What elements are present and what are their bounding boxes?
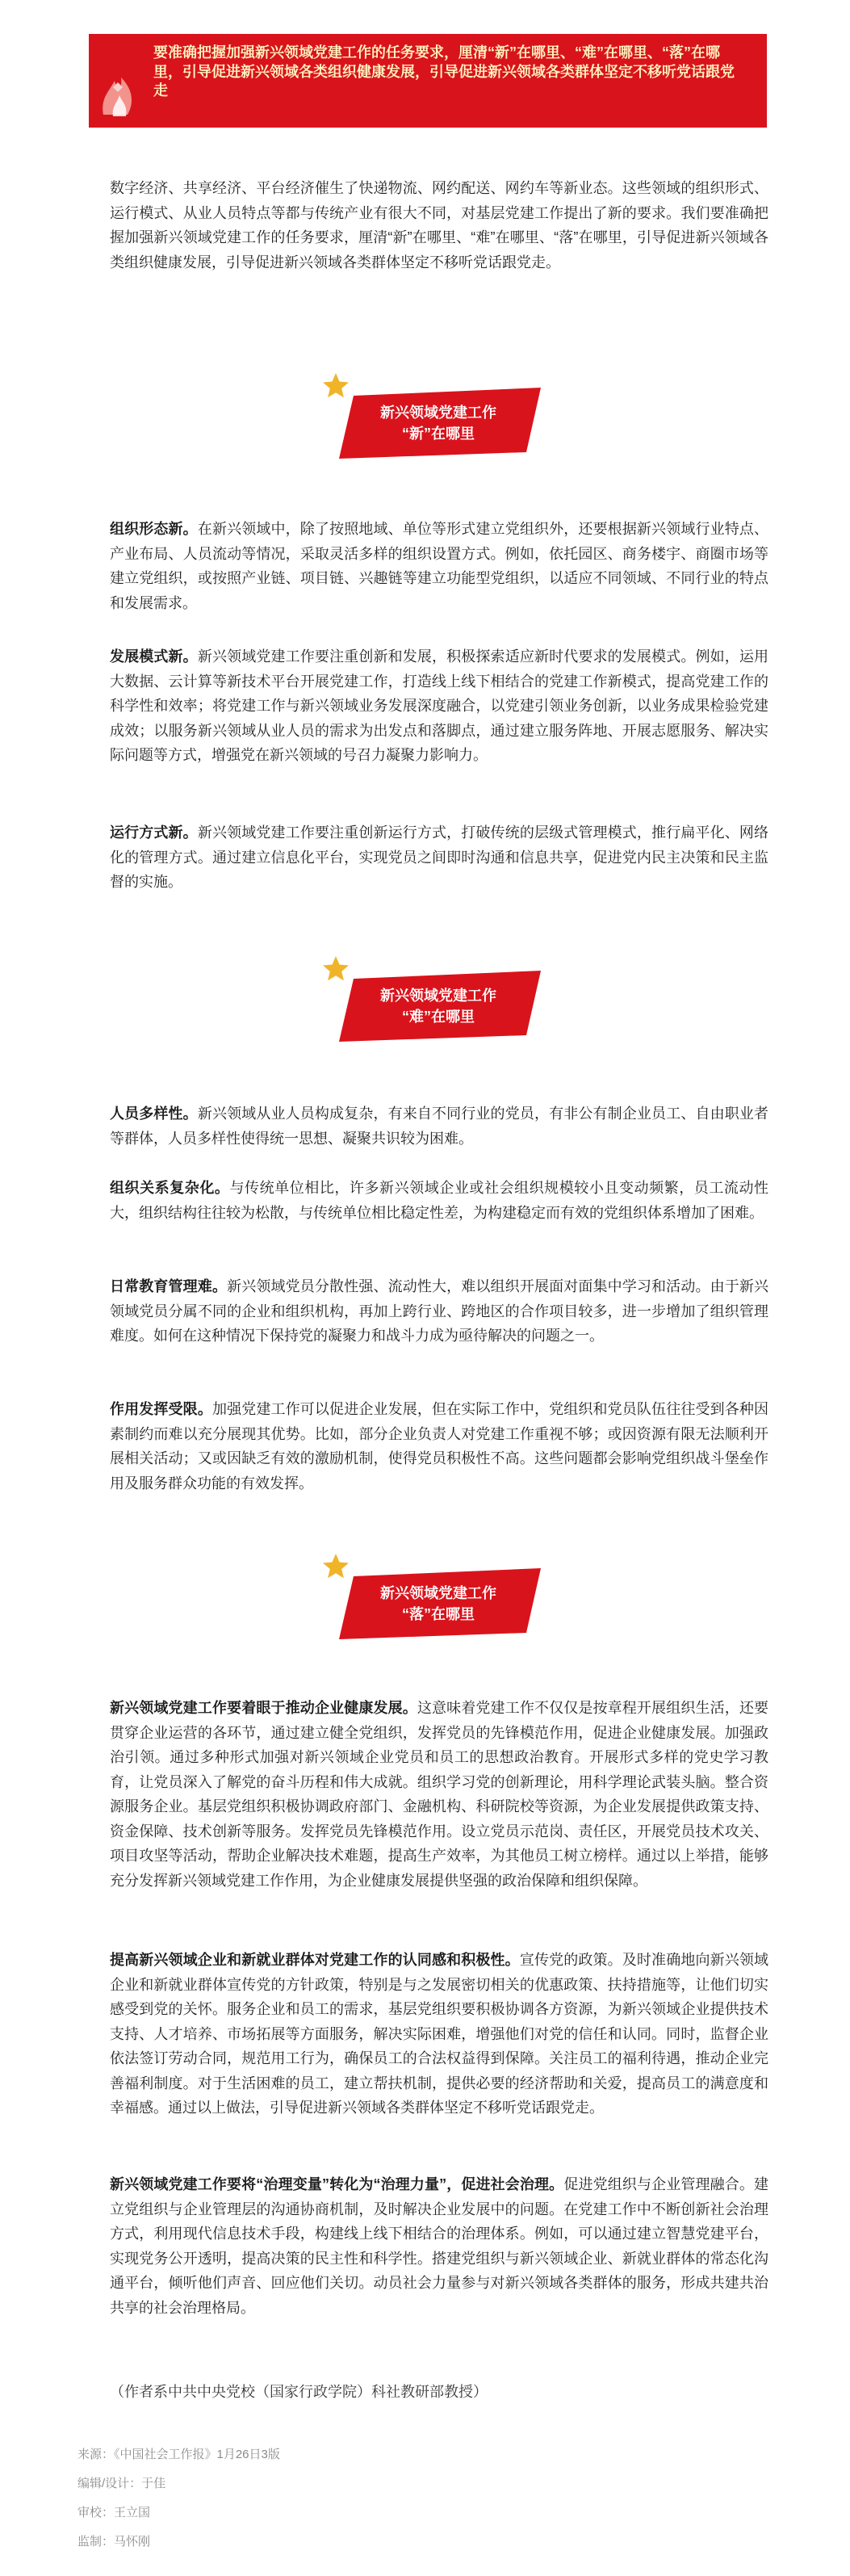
paragraph-body: 新兴领域党建工作要注重创新运行方式，打破传统的层级式管理模式，推行扁平化、网络化的管理方式。通过建立信息化平台，实现党员之间即时沟通和信息共享，促进党内民主决策和民主监督的实施。 xyxy=(110,824,769,890)
section3-paragraph-2 xyxy=(110,1948,768,2121)
badge-line-2: “新”在哪里 xyxy=(402,426,475,442)
paragraph-body: 加强党建工作可以促进企业发展，但在实际工作中，党组织和党员队伍往往受到各种因素制约而难以充分展现其优势。比如，部分企业负责人对党建工作重视不够；或因资源有限无法顺利开展相关活动；又或因缺乏有效的激励机制，使得党员积极性不高。这些问题都会影响党组织战斗堡垒作用及服务群众功能的有效发挥。 xyxy=(110,1401,769,1491)
section2-paragraph-3 xyxy=(110,1274,768,1349)
badge-title xyxy=(345,985,531,1027)
author-note: （作者系中共中央党校（国家行政学院）科社教研部教授） xyxy=(110,2384,488,2400)
paragraph-body: 促进党组织与企业管理融合。建立党组织与企业管理层的沟通协商机制，及时解决企业发展中的问题。在党建工作中不断创新社会治理方式，利用现代信息技术手段，构建线上线下相结合的治理体系。例如，可以通过建立智慧党建平台，实现党务公开透明，提高决策的民主性和科学性。搭建党组织与新兴领域企业、新就业群体的常态化沟通平台，倾听他们声音、回应他们关切。动员社会力量参与对新兴领域各类群体的服务，形成共建共治共享的社会治理格局。 xyxy=(110,2176,769,2316)
footer-reviewer: 审校：王立国 xyxy=(77,2506,151,2519)
section-badge-new xyxy=(318,371,552,460)
badge-title xyxy=(345,402,531,444)
paragraph-lead: 作用发挥受限。 xyxy=(110,1401,212,1417)
paragraph-lead: 发展模式新。 xyxy=(110,648,198,665)
badge-line-1: 新兴领域党建工作 xyxy=(380,405,496,421)
paragraph-lead: 新兴领域党建工作要将“治理变量”转化为“治理力量”，促进社会治理。 xyxy=(110,2176,564,2192)
star-icon xyxy=(323,373,349,397)
badge-title xyxy=(345,1583,531,1625)
badge-line-2: “落”在哪里 xyxy=(402,1606,475,1622)
paragraph-body: 新兴领域从业人员构成复杂，有来自不同行业的党员，有非公有制企业员工、自由职业者等群体，人员多样性使得统一思想、凝聚共识较为困难。 xyxy=(110,1105,769,1147)
paragraph-lead: 人员多样性。 xyxy=(110,1105,198,1122)
paragraph-body: 宣传党的政策。及时准确地向新兴领域企业和新就业群体宣传党的方针政策，特别是与之发展密切相关的优惠政策、扶持措施等，让他们切实感受到党的关怀。服务企业和员工的需求，基层党组织要积极协调各方资源，为新兴领域企业提供技术支持、人才培养、市场拓展等方面服务，解决实际困难，增强他们对党的信任和认同。同时，监督企业依法签订劳动合同，规范用工行为，确保员工的合法权益得到保障。关注员工的福利待遇，推动企业完善福利制度。对于生活困难的员工，建立帮扶机制，提供必要的经济帮助和关爱，提高员工的满意度和幸福感。通过以上做法，引导促进新兴领域各类群体坚定不移听党话跟党走。 xyxy=(110,1952,769,2116)
paragraph-body: 在新兴领域中，除了按照地域、单位等形式建立党组织外，还要根据新兴领域行业特点、产业布局、人员流动等情况，采取灵活多样的组织设置方式。例如，依托园区、商务楼宇、商圈市场等建立党组织，或按照产业链、项目链、兴趣链等建立功能型党组织，以适应不同领域、不同行业的特点和发展需求。 xyxy=(110,521,769,611)
footer-supervisor: 监制：马怀刚 xyxy=(77,2535,151,2549)
badge-line-2: “难”在哪里 xyxy=(402,1009,475,1025)
badge-line-1: 新兴领域党建工作 xyxy=(380,988,496,1004)
paragraph-lead: 组织形态新。 xyxy=(110,521,198,537)
section-badge-hard xyxy=(318,954,552,1043)
section-badge-land xyxy=(318,1552,552,1641)
flame-ribbon-icon xyxy=(98,66,144,120)
section1-paragraph-1 xyxy=(110,517,768,615)
banner-headline: 要准确把握加强新兴领域党建工作的任务要求，厘清“新”在哪里、“难”在哪里、“落”在哪里，引导促进新兴领域各类组织健康发展，引导促进新兴领域各类群体坚定不移听党话跟党走 xyxy=(153,44,735,99)
badge-line-1: 新兴领域党建工作 xyxy=(380,1585,496,1601)
section2-paragraph-1 xyxy=(110,1101,768,1151)
header-banner xyxy=(89,34,767,128)
paragraph-lead: 提高新兴领域企业和新就业群体对党建工作的认同感和积极性。 xyxy=(110,1952,520,1968)
section3-paragraph-1 xyxy=(110,1696,768,1893)
section2-paragraph-2 xyxy=(110,1176,768,1225)
paragraph-lead: 运行方式新。 xyxy=(110,824,198,841)
paragraph-lead: 日常教育管理难。 xyxy=(110,1278,228,1294)
section1-paragraph-2 xyxy=(110,644,768,768)
section3-paragraph-3 xyxy=(110,2172,768,2320)
footer-source: 来源：《中国社会工作报》1月26日3版 xyxy=(77,2448,280,2461)
section2-paragraph-4 xyxy=(110,1397,768,1496)
paragraph-body: 新兴领域党建工作要注重创新和发展，积极探索适应新时代要求的发展模式。例如，运用大数据、云计算等新技术平台开展党建工作，打造线上线下相结合的党建工作新模式，提高党建工作的科学性和效率；将党建工作与新兴领域业务发展深度融合，以党建引领业务创新，以业务成果检验党建成效；以服务新兴领域从业人员的需求为出发点和落脚点，通过建立服务阵地、开展志愿服务、解决实际问题等方式，增强党在新兴领域的号召力凝聚力影响力。 xyxy=(110,648,769,763)
star-icon xyxy=(323,956,349,980)
paragraph-body: 这意味着党建工作不仅仅是按章程开展组织生活，还要贯穿企业运营的各环节，通过建立健全党组织，发挥党员的先锋模范作用，促进企业健康发展。加强政治引领。通过多种形式加强对新兴领域企业党员和员工的思想政治教育。开展形式多样的党史学习教育，让党员深入了解党的奋斗历程和伟大成就。组织学习党的创新理论，用科学理论武装头脑。整合资源服务企业。基层党组织积极协调政府部门、金融机构、科研院校等资源，为企业发展提供政策支持、资金保障、技术创新等服务。发挥党员先锋模范作用。设立党员示范岗、责任区，开展党员技术攻关、项目攻坚等活动，帮助企业解决技术难题，提高生产效率，为其他员工树立榜样。通过以上举措，能够充分发挥新兴领域党建工作作用，为企业健康发展提供坚强的政治保障和组织保障。 xyxy=(110,1700,769,1889)
paragraph-body: 新兴领域党员分散性强、流动性大，难以组织开展面对面集中学习和活动。由于新兴领域党员分属不同的企业和组织机构，再加上跨行业、跨地区的合作项目较多，进一步增加了组织管理难度。如何在这种情况下保持党的凝聚力和战斗力成为亟待解决的问题之一。 xyxy=(110,1278,768,1344)
paragraph-lead: 组织关系复杂化。 xyxy=(110,1180,230,1196)
intro-paragraph: 数字经济、共享经济、平台经济催生了快递物流、网约配送、网约车等新业态。这些领域的组织形式、运行模式、从业人员特点等都与传统产业有很大不同，对基层党建工作提出了新的要求。我们要准确把握加强新兴领域党建工作的任务要求，厘清“新”在哪里、“难”在哪里、“落”在哪里，引导促进新兴领域各类组织健康发展，引导促进新兴领域各类群体坚定不移听党话跟党走。 xyxy=(110,180,768,271)
footer-editor: 编辑/设计：于佳 xyxy=(77,2477,166,2490)
star-icon xyxy=(323,1554,349,1578)
paragraph-lead: 新兴领域党建工作要着眼于推动企业健康发展。 xyxy=(110,1700,417,1716)
paragraph-body: 与传统单位相比，许多新兴领域企业或社会组织规模较小且变动频繁，员工流动性大，组织结构往往较为松散，与传统单位相比稳定性差，为构建稳定而有效的党组织体系增加了困难。 xyxy=(110,1180,768,1221)
section1-paragraph-3 xyxy=(110,820,768,895)
